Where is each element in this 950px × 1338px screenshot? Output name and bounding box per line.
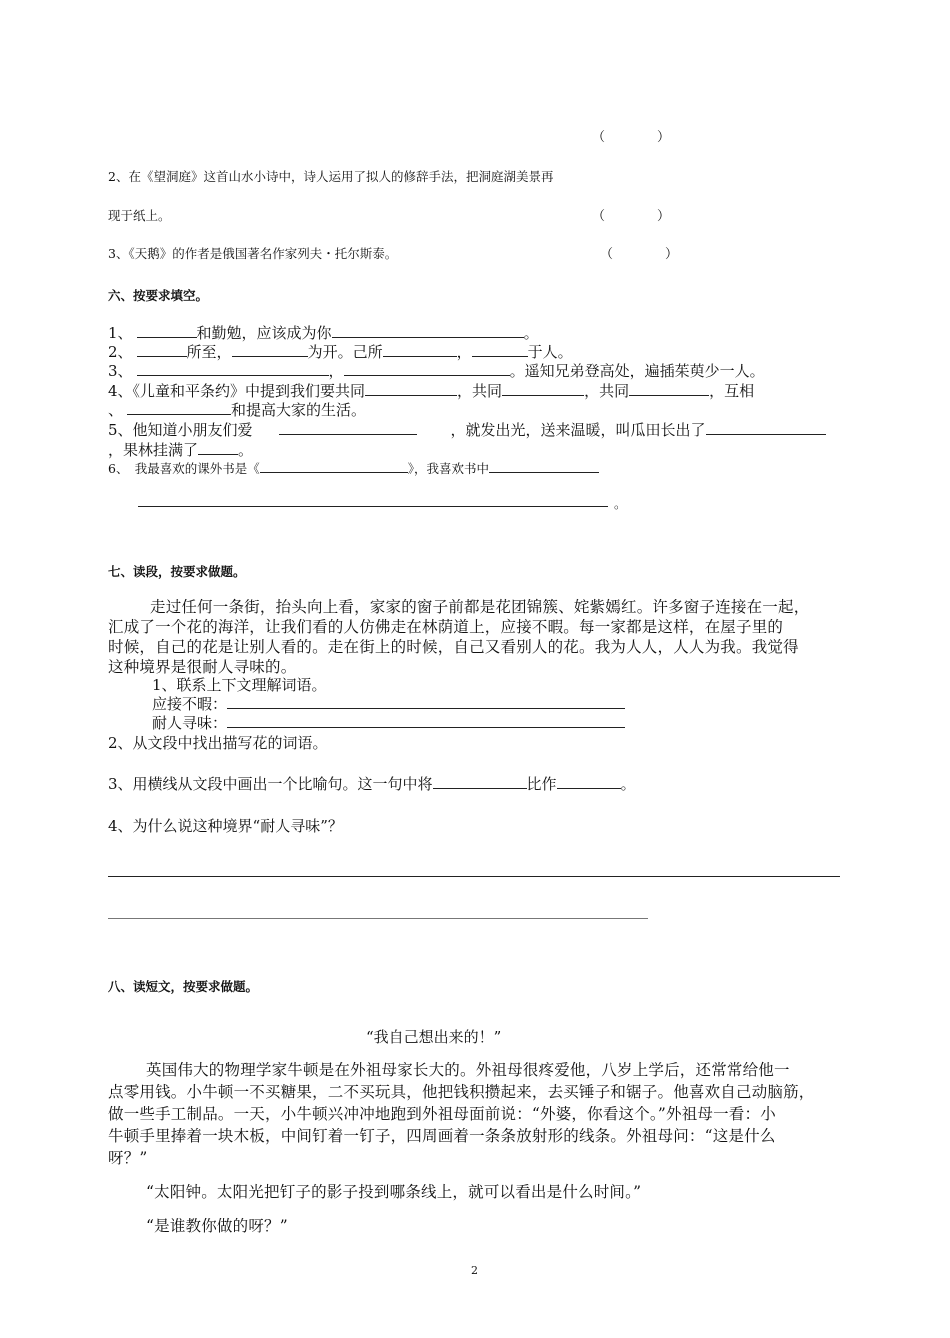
story-line: 点零用钱。小牛顿一不买糖果，二不买玩具，他把钱积攒起来，去买锤子和锯子。他喜欢自己动脑筋，	[108, 1083, 815, 1101]
fill-line-3-num: 3、	[108, 362, 133, 380]
blank[interactable]	[433, 774, 527, 789]
blank[interactable]	[279, 420, 417, 435]
blank[interactable]	[137, 361, 329, 376]
fill-line-1-end: 。	[523, 324, 539, 342]
section-6-heading: 六、按要求填空。	[108, 288, 209, 303]
passage-line: 走过任何一条街，抬头向上看，家家的窗子前都是花团锦簇、姹紫嫣红。许多窗子连接在一起，	[150, 598, 810, 616]
fill-line-1	[108, 322, 539, 343]
fill-line-5-text-c: ，果林挂满了	[108, 441, 199, 459]
answer-line[interactable]	[108, 918, 648, 919]
fill-line-5-cont	[108, 439, 253, 460]
fill-line-4-text-a: 4、《儿童和平条约》中提到我们要共同	[108, 382, 366, 400]
blank[interactable]	[472, 342, 528, 357]
answer-paren-1: （ ）	[592, 130, 671, 145]
fill-line-3-comma: ，	[328, 362, 344, 380]
page-number: 2	[471, 1264, 478, 1277]
passage-line: 这种境界是很耐人寻味的。	[108, 658, 297, 676]
fill-line-2	[108, 341, 573, 362]
blank[interactable]	[227, 713, 625, 728]
story-line: 做一些手工制品。一天，小牛顿兴冲冲地跑到外祖母面前说：“外婆，你看这个。”外祖母一看：小	[108, 1105, 776, 1123]
passage-line: 汇成了一个花的海洋，让我们看的人仿佛走在林荫道上，应接不暇。每一家都是这样，在屋子里的	[108, 618, 784, 636]
fill-line-4-text-c: ，共同	[584, 382, 630, 400]
fill-line-3	[108, 360, 765, 381]
blank[interactable]	[137, 323, 197, 338]
blank[interactable]	[489, 459, 599, 473]
story-line: 英国伟大的物理学家牛顿是在外祖母家长大的。外祖母很疼爱他，八岁上学后，还常常给他一	[146, 1061, 790, 1079]
question-1a	[152, 693, 625, 714]
fill-line-2-text-c: ，	[456, 343, 472, 361]
blank[interactable]	[227, 694, 625, 709]
blank[interactable]	[557, 774, 621, 789]
answer-paren-3: （ ）	[600, 247, 679, 262]
answer-paren-2: （ ）	[592, 209, 671, 224]
blank[interactable]	[365, 381, 457, 396]
question-1: 1、联系上下文理解词语。	[152, 676, 327, 694]
story-line: 牛顿手里捧着一块木板，中间钉着一钉子，四周画着一条条放射形的线条。外祖母问：“这是什么	[108, 1127, 776, 1145]
question-1b	[152, 712, 625, 733]
section-7-heading: 七、读段，按要求做题。	[108, 564, 246, 579]
section-8-heading: 八、读短文，按要求做题。	[108, 979, 259, 994]
fill-line-6-end: 。	[614, 496, 627, 511]
term-label: 应接不暇：	[152, 695, 228, 713]
fill-line-2-text-a: 所至，	[186, 343, 232, 361]
fill-line-5	[108, 419, 826, 440]
dialogue-line: “是谁教你做的呀？”	[146, 1217, 288, 1235]
fill-line-6-text-b: 》，我喜欢书中	[407, 461, 489, 476]
term-label: 耐人寻味：	[152, 714, 228, 732]
fill-line-2-num: 2、	[108, 343, 133, 361]
fill-line-5-text-b: ，就发出光，送来温暖，叫瓜田长出了	[450, 421, 706, 439]
fill-line-4-text-e: 、	[108, 401, 124, 419]
question-3	[108, 773, 636, 794]
judge-question-2-line1: 2、在《望洞庭》这首山水小诗中，诗人运用了拟人的修辞手法，把洞庭湖美景再	[108, 169, 554, 184]
dialogue-line: “太阳钟。太阳光把钉子的影子投到哪条线上，就可以看出是什么时间。”	[146, 1183, 642, 1201]
fill-line-6	[108, 459, 599, 477]
blank[interactable]	[127, 400, 231, 415]
fill-line-5-text-a: 5、他知道小朋友们爱	[108, 421, 253, 439]
fill-line-1-num: 1、	[108, 324, 133, 342]
question-3-text-b: 比作	[526, 775, 557, 793]
fill-line-4-cont	[108, 399, 366, 420]
judge-question-2-line2: 现于纸上。	[108, 208, 171, 223]
answer-line[interactable]	[138, 506, 608, 507]
blank[interactable]	[629, 381, 709, 396]
passage-line: 时候，自己的花是让别人看的。走在街上的时候，自己又看别人的花。我为人人，人人为我。我觉得	[108, 638, 799, 656]
question-2: 2、从文段中找出描写花的词语。	[108, 734, 328, 752]
story-title: “我自己想出来的！”	[366, 1028, 502, 1046]
blank[interactable]	[232, 342, 308, 357]
answer-line[interactable]	[108, 876, 840, 877]
blank[interactable]	[383, 342, 457, 357]
fill-line-4-text-d: ，互相	[709, 382, 755, 400]
fill-line-1-text: 和勤勉，应该成为你	[196, 324, 332, 342]
blank[interactable]	[137, 342, 187, 357]
blank[interactable]	[198, 440, 238, 455]
fill-line-2-text-d: 于人。	[527, 343, 573, 361]
fill-line-3-text: 。遥知兄弟登高处，遍插茱萸少一人。	[509, 362, 765, 380]
blank[interactable]	[332, 323, 524, 338]
blank[interactable]	[260, 459, 408, 473]
fill-line-4	[108, 380, 754, 401]
blank[interactable]	[344, 361, 510, 376]
story-line: 呀？”	[108, 1149, 148, 1167]
blank[interactable]	[706, 420, 826, 435]
judge-question-3: 3、《天鹅》的作者是俄国著名作家列夫・托尔斯泰。	[108, 246, 398, 261]
question-3-text-c: 。	[620, 775, 636, 793]
fill-line-4-text-b: ，共同	[457, 382, 503, 400]
question-3-text-a: 3、用横线从文段中画出一个比喻句。这一句中将	[108, 775, 433, 793]
fill-line-6-text-a: 6、 我最喜欢的课外书是《	[108, 461, 260, 476]
fill-line-5-text-d: 。	[238, 441, 254, 459]
blank[interactable]	[502, 381, 584, 396]
fill-line-4-text-f: 和提高大家的生活。	[231, 401, 367, 419]
fill-line-2-text-b: 为开。己所	[307, 343, 383, 361]
question-4: 4、为什么说这种境界“耐人寻味”？	[108, 817, 343, 835]
